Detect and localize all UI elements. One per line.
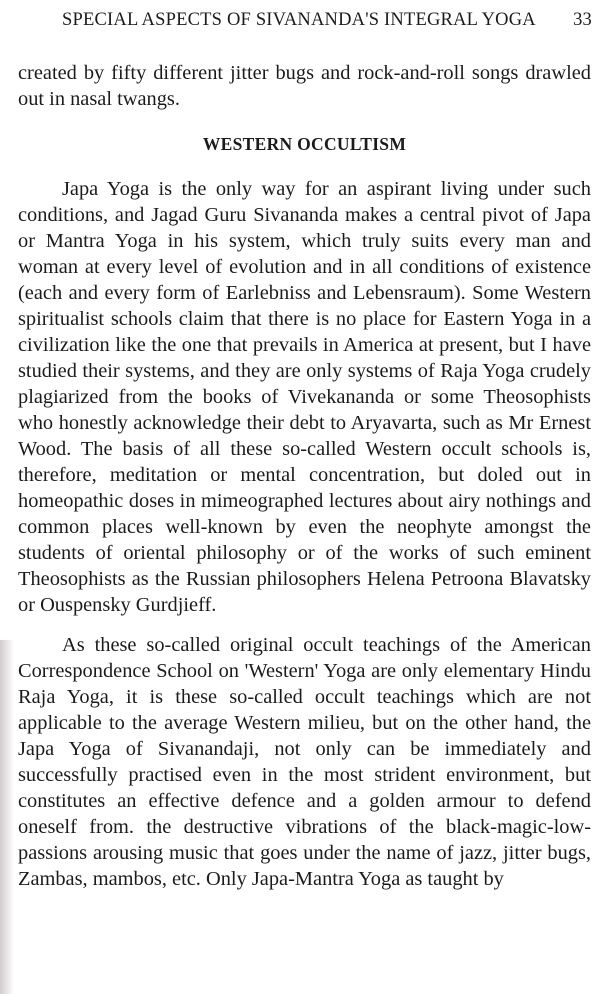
- continuation-paragraph: created by fifty different jitter bugs and rock-and-roll songs drawled out in nasal twangs.: [18, 62, 591, 110]
- running-title: SPECIAL ASPECTS OF SIVANANDA'S INTEGRAL YOGA: [62, 10, 536, 30]
- paragraph-1: Japa Yoga is the only way for an aspirant living under such conditions, and Jagad Guru Sivananda makes a central pivot of Japa or Mantra Yoga in his system, which truly suits every man and woman at every level of evolution and in all conditions of existence (each and every form of Earlebniss and Lebensraum). Some Western spiritualist schools claim that there is no place for Eastern Yoga in a civilization like the one that prevails in America at present, but I have studied their systems, and they are only systems of Raja Yoga crudely plagiarized from the books of Vivekananda or some Theosophists who honestly acknowledge their debt to Aryavarta, such as Mr Ernest Wood. The basis of all these so-called Western occult schools is, therefore, meditation or mental concentration, but doled out in homeopathic doses in mimeographed lectures about airy nothings and common places well-known by even the neophyte amongst the students of oriental philosophy or of the works of such eminent Theosophists as the Russian philosophers Helena Petroona Blavatsky or Ouspensky Gurdjieff.: [18, 178, 591, 616]
- page-number: 33: [573, 10, 592, 30]
- body-text: [18, 60, 591, 892]
- running-head: [62, 10, 592, 36]
- section-heading: WESTERN OCCULTISM: [202, 134, 407, 154]
- paragraph-2: As these so-called original occult teachings of the American Correspondence School on 'Western' Yoga are only elementary Hindu Raja Yoga, it is these so-called occult teachings which are not applicable to the average Western milieu, but on the other hand, the Japa Yoga of Sivanandaji, not only can be immediately and successfully practised even in the most strident environment, but constitutes an effective defence and a golden armour to defend oneself from. the destructive vibrations of the black-magic-low-passions arousing music that goes under the name of jazz, jitter bugs, Zambas, mambos, etc. Only Japa-Mantra Yoga as taught by: [18, 634, 591, 890]
- binding-shadow: [0, 640, 14, 994]
